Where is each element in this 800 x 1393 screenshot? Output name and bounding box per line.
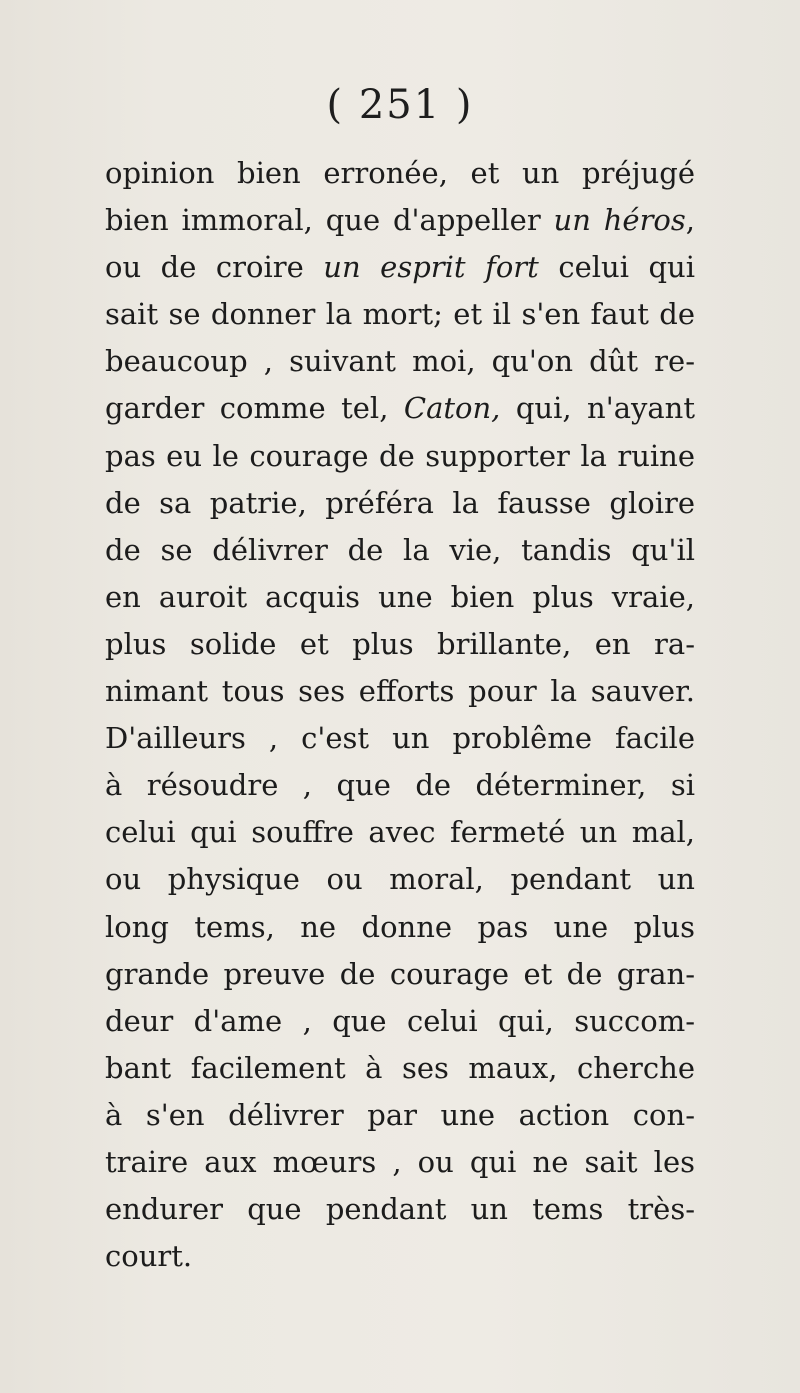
text-segment: de se délivrer de la vie, tandis qu'il — [105, 532, 695, 567]
text-line — [105, 998, 695, 1045]
italic-segment: Caton, — [403, 391, 501, 426]
text-line — [105, 527, 695, 574]
text-segment: endurer que pendant un tems très- — [105, 1192, 695, 1227]
text-segment: plus solide et plus brillante, en ra- — [105, 626, 695, 661]
text-line — [105, 621, 695, 668]
text-segment: à s'en délivrer par une action con- — [105, 1097, 695, 1132]
text-line — [105, 1092, 695, 1139]
text-line — [105, 338, 695, 385]
text-line — [105, 856, 695, 903]
text-line — [105, 809, 695, 856]
text-line — [105, 291, 695, 338]
page-number: ( 251 ) — [326, 82, 474, 128]
text-segment: qui, n'ayant — [500, 391, 695, 426]
text-segment: celui qui souffre avec fermeté un mal, — [105, 815, 695, 850]
italic-segment: un héros — [553, 203, 686, 238]
text-segment: celui qui — [538, 250, 695, 285]
text-line — [105, 433, 695, 480]
text-line — [105, 715, 695, 762]
text-segment: deur d'ame , que celui qui, succom- — [105, 1003, 695, 1038]
text-line — [105, 762, 695, 809]
text-segment: traire aux mœurs , ou qui ne sait les — [105, 1144, 695, 1179]
body-text — [105, 150, 695, 1280]
text-line — [105, 1139, 695, 1186]
text-line — [105, 197, 695, 244]
text-line — [105, 668, 695, 715]
text-line — [105, 480, 695, 527]
text-line — [105, 385, 695, 432]
text-line — [105, 574, 695, 621]
italic-segment: un esprit fort — [323, 250, 539, 285]
text-segment: beaucoup , suivant moi, qu'on dût re- — [105, 344, 695, 379]
text-segment: court. — [105, 1239, 193, 1274]
text-line — [105, 1186, 695, 1233]
text-segment: bien immoral, que d'appeller — [105, 203, 554, 238]
text-line — [105, 1045, 695, 1092]
text-segment: nimant tous ses efforts pour la sauver. — [105, 674, 695, 709]
text-segment: bant facilement à ses maux, cherche — [105, 1050, 695, 1085]
text-line — [105, 951, 695, 998]
text-segment: à résoudre , que de déterminer, si — [105, 768, 695, 803]
text-segment: garder comme tel, — [105, 391, 404, 426]
text-segment: ou physique ou moral, pendant un — [105, 862, 695, 897]
text-segment: ou de croire — [105, 250, 324, 285]
text-segment: de sa patrie, préféra la fausse gloire — [105, 485, 695, 520]
text-segment: D'ailleurs , c'est un problême facile — [105, 721, 695, 756]
text-segment: opinion bien erronée, et un préjugé — [105, 156, 695, 190]
text-line — [105, 904, 695, 951]
text-segment: en auroit acquis une bien plus vraie, — [105, 579, 695, 614]
text-segment: sait se donner la mort; et il s'en faut de — [105, 297, 695, 332]
text-segment: , — [685, 203, 695, 238]
text-line — [105, 150, 695, 197]
text-segment: pas eu le courage de supporter la ruine — [105, 438, 695, 473]
text-line — [105, 244, 695, 291]
text-line — [105, 1233, 695, 1280]
text-segment: grande preuve de courage et de gran- — [105, 956, 695, 991]
text-segment: long tems, ne donne pas une plus — [105, 909, 695, 944]
